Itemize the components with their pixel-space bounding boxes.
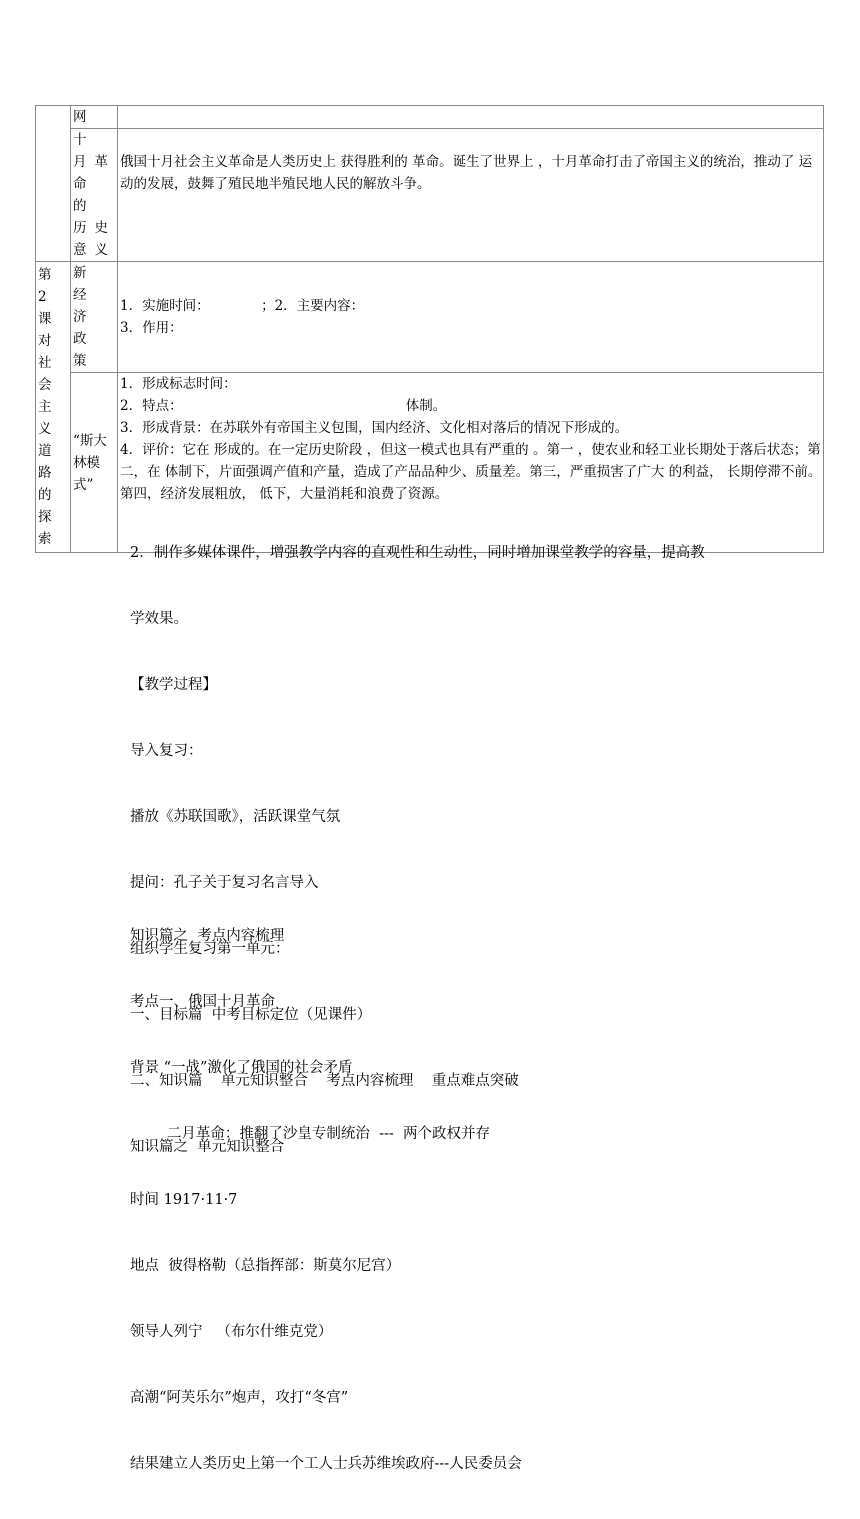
body-line: 背景 “一战”激化了俄国的社会矛盾 bbox=[130, 1060, 353, 1076]
table-row-nep bbox=[36, 262, 824, 373]
stalin-line-1: 1．形成标志时间： bbox=[120, 376, 237, 392]
body-line: 二、知识篇 单元知识整合 考点内容梳理 重点难点突破 bbox=[130, 1073, 519, 1089]
body-line: 领导人列宁 （布尔什维克党） bbox=[130, 1324, 333, 1340]
body-line: 高潮“阿芙乐尔”炮声，攻打“冬宫” bbox=[130, 1390, 349, 1406]
body-line: 学效果。 bbox=[130, 611, 188, 627]
review-table bbox=[35, 105, 824, 553]
row-content-nep bbox=[118, 262, 824, 373]
stalin-line-3: 3．形成背景：在苏联外有帝国主义包围，国内经济、文化相对落后的情况下形成的。 bbox=[120, 420, 629, 436]
stalin-line-2: 2．特点： 体制。 bbox=[120, 398, 447, 414]
row-label-stalin-model: “斯大林模式” bbox=[71, 373, 118, 553]
stalin-line-4: 4．评价：它在 形成的。在一定历史阶段 ，但这一模式也具有严重的 。第一 ，使农业和轻工业长期处于落后状态；第二，在 体制下，片面强调产值和产量，造成了产品品种少、质量差。第三，严重损害了广大 的利益， 长期停滞不前。第四，经济发展粗放， 低下，大量消耗和浪费了资源。 bbox=[120, 442, 822, 502]
body-line: 【教学过程】 bbox=[130, 677, 217, 693]
table-row-network bbox=[36, 106, 824, 129]
row-label-october-revolution: 十 月革命 的 历史 意义 bbox=[71, 129, 118, 262]
body-line: 播放《苏联国歌》，活跃课堂气氛 bbox=[130, 809, 341, 825]
body-block-2 bbox=[130, 881, 522, 1519]
body-line: 知识篇之 考点内容梳理 bbox=[130, 928, 285, 944]
table-cell-empty bbox=[36, 106, 71, 262]
table-row-october-revolution bbox=[36, 129, 824, 262]
body-line: 导入复习： bbox=[130, 743, 203, 759]
row-content-october-revolution: 俄国十月社会主义革命是人类历史上 获得胜利的 革命。诞生了世界上 ，十月革命打击了帝国主义的统治，推动了 运动的发展，鼓舞了殖民地半殖民地人民的解放斗争。 bbox=[118, 129, 824, 262]
body-line: 地点 彼得格勒（总指挥部：斯莫尔尼宫） bbox=[130, 1258, 401, 1274]
row-content-network bbox=[118, 106, 824, 129]
lesson-label: 第 2 课 对社会主义道路的探索 bbox=[36, 262, 71, 553]
body-line: 结果建立人类历史上第一个工人士兵苏维埃政府---人民委员会 bbox=[130, 1456, 522, 1472]
nep-line-2: 3．作用： bbox=[120, 320, 183, 336]
body-line: 二月革命：推翻了沙皇专制统治 --- 两个政权并存 bbox=[130, 1126, 491, 1142]
body-line: 组织学生复习第一单元： bbox=[130, 941, 290, 957]
body-line: 考点一、俄国十月革命 bbox=[130, 994, 275, 1010]
body-line: 一、目标篇 中考目标定位（见课件） bbox=[130, 1007, 372, 1023]
row-label-network: 网 bbox=[71, 106, 118, 129]
body-line: 知识篇之 单元知识整合 bbox=[130, 1139, 285, 1155]
nep-line-1: 1．实施时间： ；2．主要内容： bbox=[120, 298, 365, 314]
row-label-nep: 新 经 济 政 策 bbox=[71, 262, 118, 373]
body-line: 提问：孔子关于复习名言导入 bbox=[130, 875, 319, 891]
body-line: 2．制作多媒体课件，增强教学内容的直观性和生动性，同时增加课堂教学的容量，提高教 bbox=[130, 545, 705, 561]
body-line: 时间 1917·11·7 bbox=[130, 1192, 238, 1208]
